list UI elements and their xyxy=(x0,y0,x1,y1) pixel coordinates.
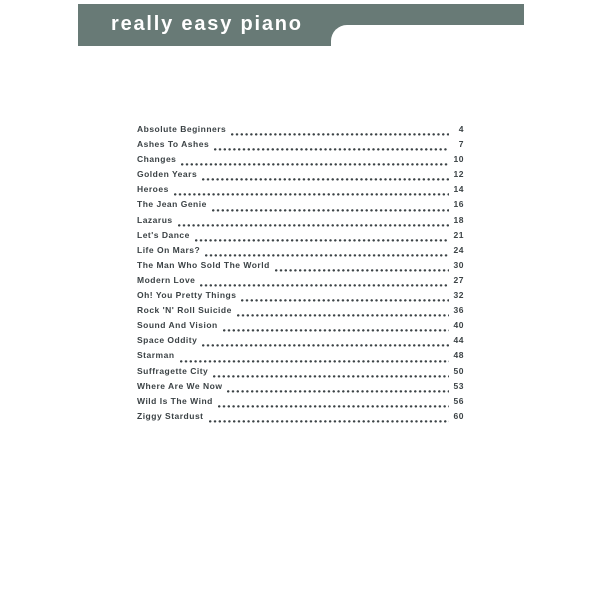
dot-leader xyxy=(275,269,449,272)
dot-leader xyxy=(181,163,449,166)
page-number: 24 xyxy=(453,244,464,255)
toc-entry xyxy=(137,381,464,396)
dot-leader xyxy=(214,148,449,151)
song-title: Life On Mars? xyxy=(137,244,201,255)
toc-entry xyxy=(137,169,464,184)
page-number: 56 xyxy=(453,395,464,406)
dot-leader xyxy=(241,299,449,302)
dot-leader xyxy=(200,284,449,287)
dot-leader xyxy=(195,239,449,242)
toc-entry xyxy=(137,305,464,320)
page-number: 48 xyxy=(453,350,464,361)
toc-entry xyxy=(137,260,464,275)
song-title: Where Are We Now xyxy=(137,380,223,391)
page-number: 36 xyxy=(453,305,464,316)
dot-leader xyxy=(218,405,449,408)
page-number: 10 xyxy=(453,154,464,165)
toc-entry xyxy=(137,320,464,335)
dot-leader xyxy=(212,209,449,212)
song-title: Suffragette City xyxy=(137,365,209,376)
dot-leader xyxy=(202,178,449,181)
song-title: Ashes To Ashes xyxy=(137,139,210,150)
toc-entry xyxy=(137,366,464,381)
toc-entry xyxy=(137,290,464,305)
dot-leader xyxy=(174,193,449,196)
song-title: Starman xyxy=(137,350,175,361)
toc-entry xyxy=(137,199,464,214)
page-number: 44 xyxy=(453,335,464,346)
page-number: 14 xyxy=(453,184,464,195)
song-title: Let's Dance xyxy=(137,229,190,240)
toc-entry xyxy=(137,411,464,426)
page-number: 32 xyxy=(453,290,464,301)
dot-leader xyxy=(227,390,449,393)
page-number: 7 xyxy=(458,139,464,150)
dot-leader xyxy=(202,344,449,347)
toc-entry xyxy=(137,275,464,290)
page-number: 16 xyxy=(453,199,464,210)
song-title: Wild Is The Wind xyxy=(137,395,213,406)
song-title: Ziggy Stardust xyxy=(137,410,204,421)
series-title: really easy piano xyxy=(111,12,303,35)
dot-leader xyxy=(180,360,449,363)
song-title: Absolute Beginners xyxy=(137,124,227,134)
toc-entry xyxy=(137,396,464,411)
song-title: Heroes xyxy=(137,184,169,195)
song-title: The Man Who Sold The World xyxy=(137,259,270,270)
toc-entry xyxy=(137,335,464,350)
dot-leader xyxy=(237,314,449,317)
song-title: Modern Love xyxy=(137,274,196,285)
song-title: Changes xyxy=(137,154,177,165)
page-number: 18 xyxy=(453,214,464,225)
page-number: 40 xyxy=(453,320,464,331)
toc-entry xyxy=(137,184,464,199)
page-number: 60 xyxy=(453,410,464,421)
song-title: Golden Years xyxy=(137,169,198,180)
song-title: Oh! You Pretty Things xyxy=(137,290,237,301)
page-number: 12 xyxy=(453,169,464,180)
song-title: Rock 'N' Roll Suicide xyxy=(137,305,232,316)
page-number: 21 xyxy=(453,229,464,240)
song-title: Sound And Vision xyxy=(137,320,218,331)
header-tab xyxy=(78,4,331,46)
song-title: The Jean Genie xyxy=(137,199,207,210)
toc-entry xyxy=(137,230,464,245)
toc-entry xyxy=(137,154,464,169)
dot-leader xyxy=(223,329,449,332)
toc-entry xyxy=(137,350,464,365)
toc-entry xyxy=(137,124,464,139)
song-title: Space Oddity xyxy=(137,335,198,346)
dot-leader xyxy=(205,254,449,257)
toc-entry xyxy=(137,215,464,230)
page-number: 30 xyxy=(453,259,464,270)
header-band-corner-cut xyxy=(331,25,347,41)
toc-entry xyxy=(137,245,464,260)
page-number: 27 xyxy=(453,274,464,285)
table-of-contents xyxy=(137,124,464,426)
dot-leader xyxy=(209,420,449,423)
page-number: 4 xyxy=(458,124,464,134)
song-title: Lazarus xyxy=(137,214,173,225)
dot-leader xyxy=(231,133,449,136)
page-number: 50 xyxy=(453,365,464,376)
toc-entry xyxy=(137,139,464,154)
header-band-corner xyxy=(331,25,347,41)
dot-leader xyxy=(213,375,449,378)
dot-leader xyxy=(178,224,449,227)
page-number: 53 xyxy=(453,380,464,391)
